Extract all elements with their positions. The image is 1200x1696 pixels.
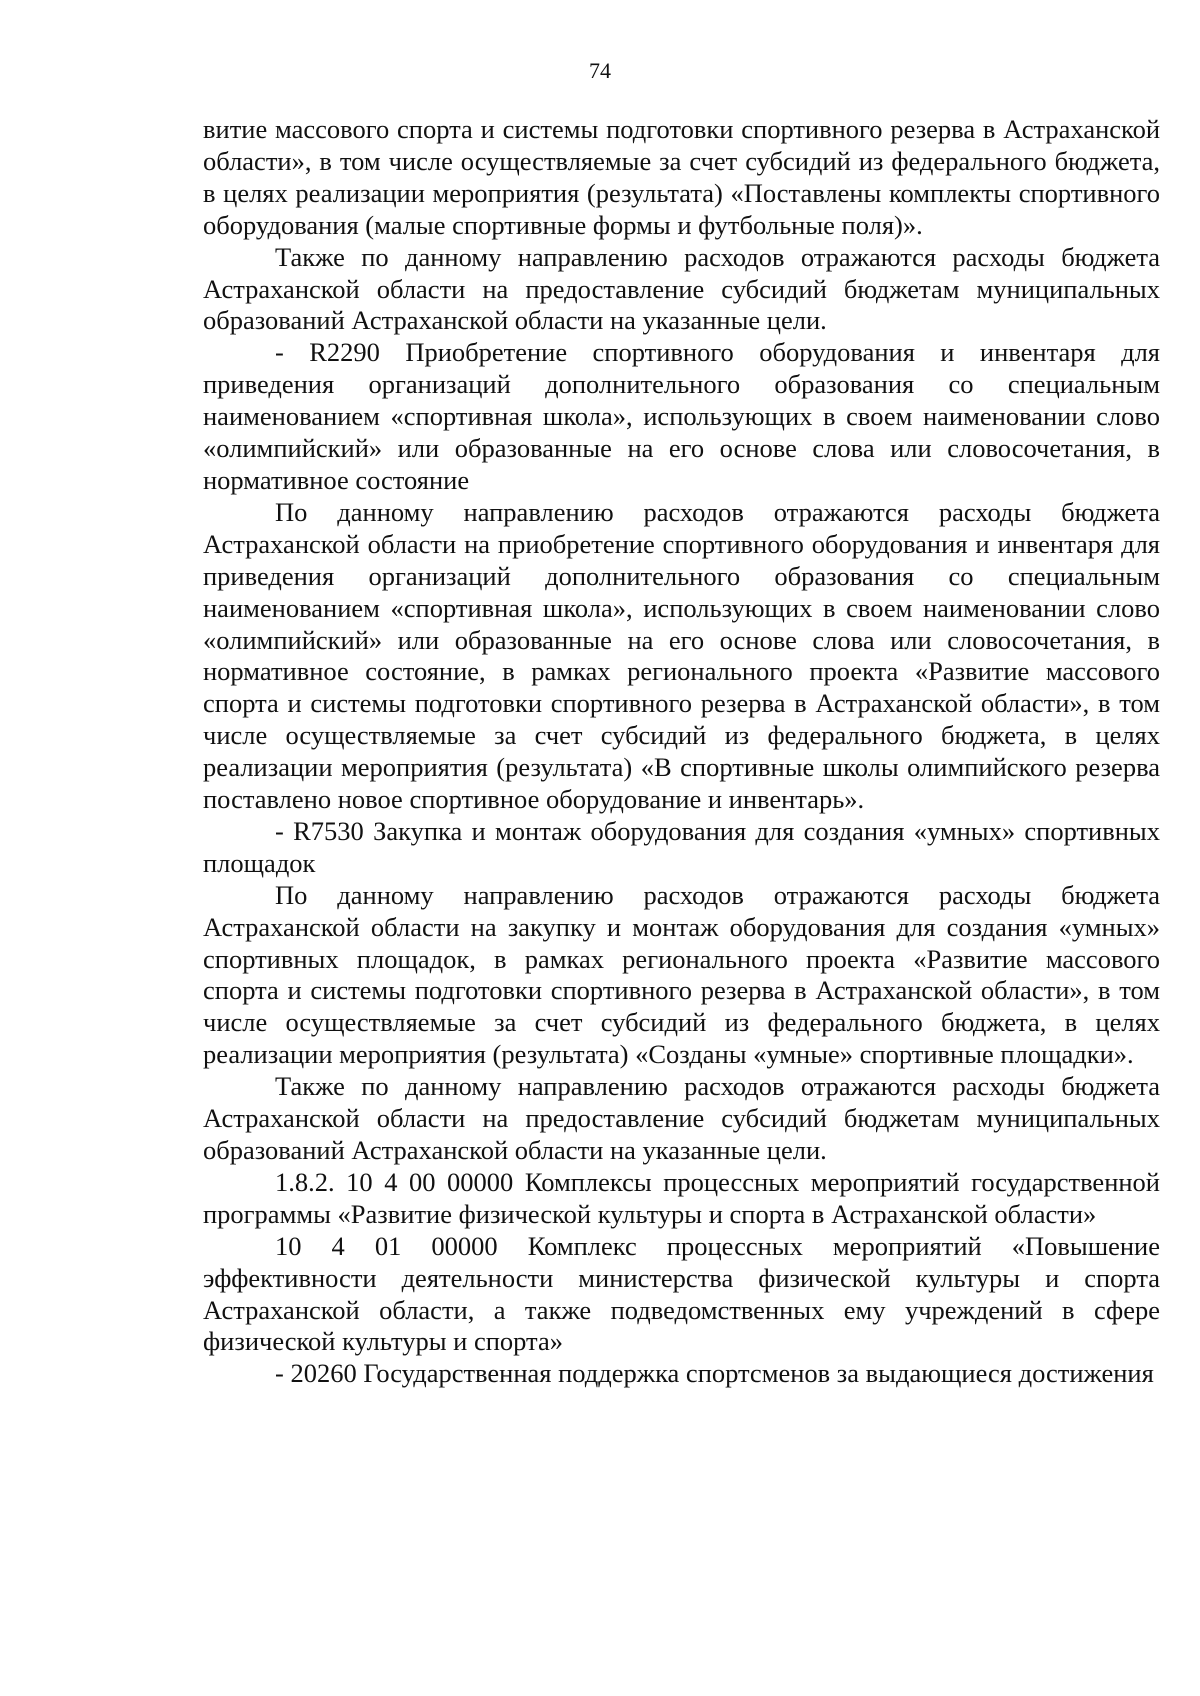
- document-body: [203, 114, 1160, 1390]
- paragraph-r2290-heading: - R2290 Приобретение спортивного оборудования и инвентаря для приведения организаций дополнительного образования со специальным наименованием «спортивная школа», использующих в своем наименовании слово «олимпийский» или образованные на его основе слова или словосочетания, в нормативное состояние: [203, 337, 1160, 495]
- page-number: 74: [589, 58, 611, 83]
- paragraph-continuation: витие массового спорта и системы подготовки спортивного резерва в Астраханской области», в том числе осуществляемые за счет субсидий из федерального бюджета, в целях реализации мероприятия (результата) «Поставлены комплекты спортивного оборудования (малые спортивные формы и футбольные поля)».: [203, 114, 1160, 240]
- paragraph-subsidies-note-2: Также по данному направлению расходов отражаются расходы бюджета Астраханской области на предоставление субсидий бюджетам муниципальных образований Астраханской области на указанные цели.: [203, 1071, 1160, 1165]
- paragraph-r2290-description: По данному направлению расходов отражаются расходы бюджета Астраханской области на приобретение спортивного оборудования и инвентаря для приведения организаций дополнительного образования со специальным наименованием «спортивная школа», использующих в своем наименовании слово «олимпийский» или образованные на его основе слова или словосочетания, в нормативное состояние, в рамках регионального проекта «Развитие массового спорта и системы подготовки спортивного резерва в Астраханской области», в том числе осуществляемые за счет субсидий из федерального бюджета, в целях реализации мероприятия (результата) «В спортивные школы олимпийского резерва поставлено новое спортивное оборудование и инвентарь».: [203, 496, 1160, 815]
- paragraph-subsidies-note: Также по данному направлению расходов отражаются расходы бюджета Астраханской области на предоставление субсидий бюджетам муниципальных образований Астраханской области на указанные цели.: [203, 241, 1160, 336]
- paragraph-section-1-8-2: 1.8.2. 10 4 00 00000 Комплексы процессных мероприятий государственной программы «Развитие физической культуры и спорта в Астраханской области»: [203, 1166, 1160, 1229]
- paragraph-r7530-heading: - R7530 Закупка и монтаж оборудования для создания «умных» спортивных площадок: [203, 815, 1160, 878]
- paragraph-20260-heading: - 20260 Государственная поддержка спортсменов за выдающиеся достижения: [275, 1358, 1154, 1389]
- paragraph-r7530-description: По данному направлению расходов отражаются расходы бюджета Астраханской области на закупку и монтаж оборудования для создания «умных» спортивных площадок, в рамках регионального проекта «Развитие массового спорта и системы подготовки спортивного резерва в Астраханской области», в том числе осуществляемые за счет субсидий из федерального бюджета, в целях реализации мероприятия (результата) «Созданы «умные» спортивные площадки».: [203, 879, 1160, 1070]
- paragraph-complex-10-4-01: 10 4 01 00000 Комплекс процессных мероприятий «Повышение эффективности деятельности министерства физической культуры и спорта Астраханской области, а также подведомственных ему учреждений в сфере физической культуры и спорта»: [203, 1230, 1160, 1357]
